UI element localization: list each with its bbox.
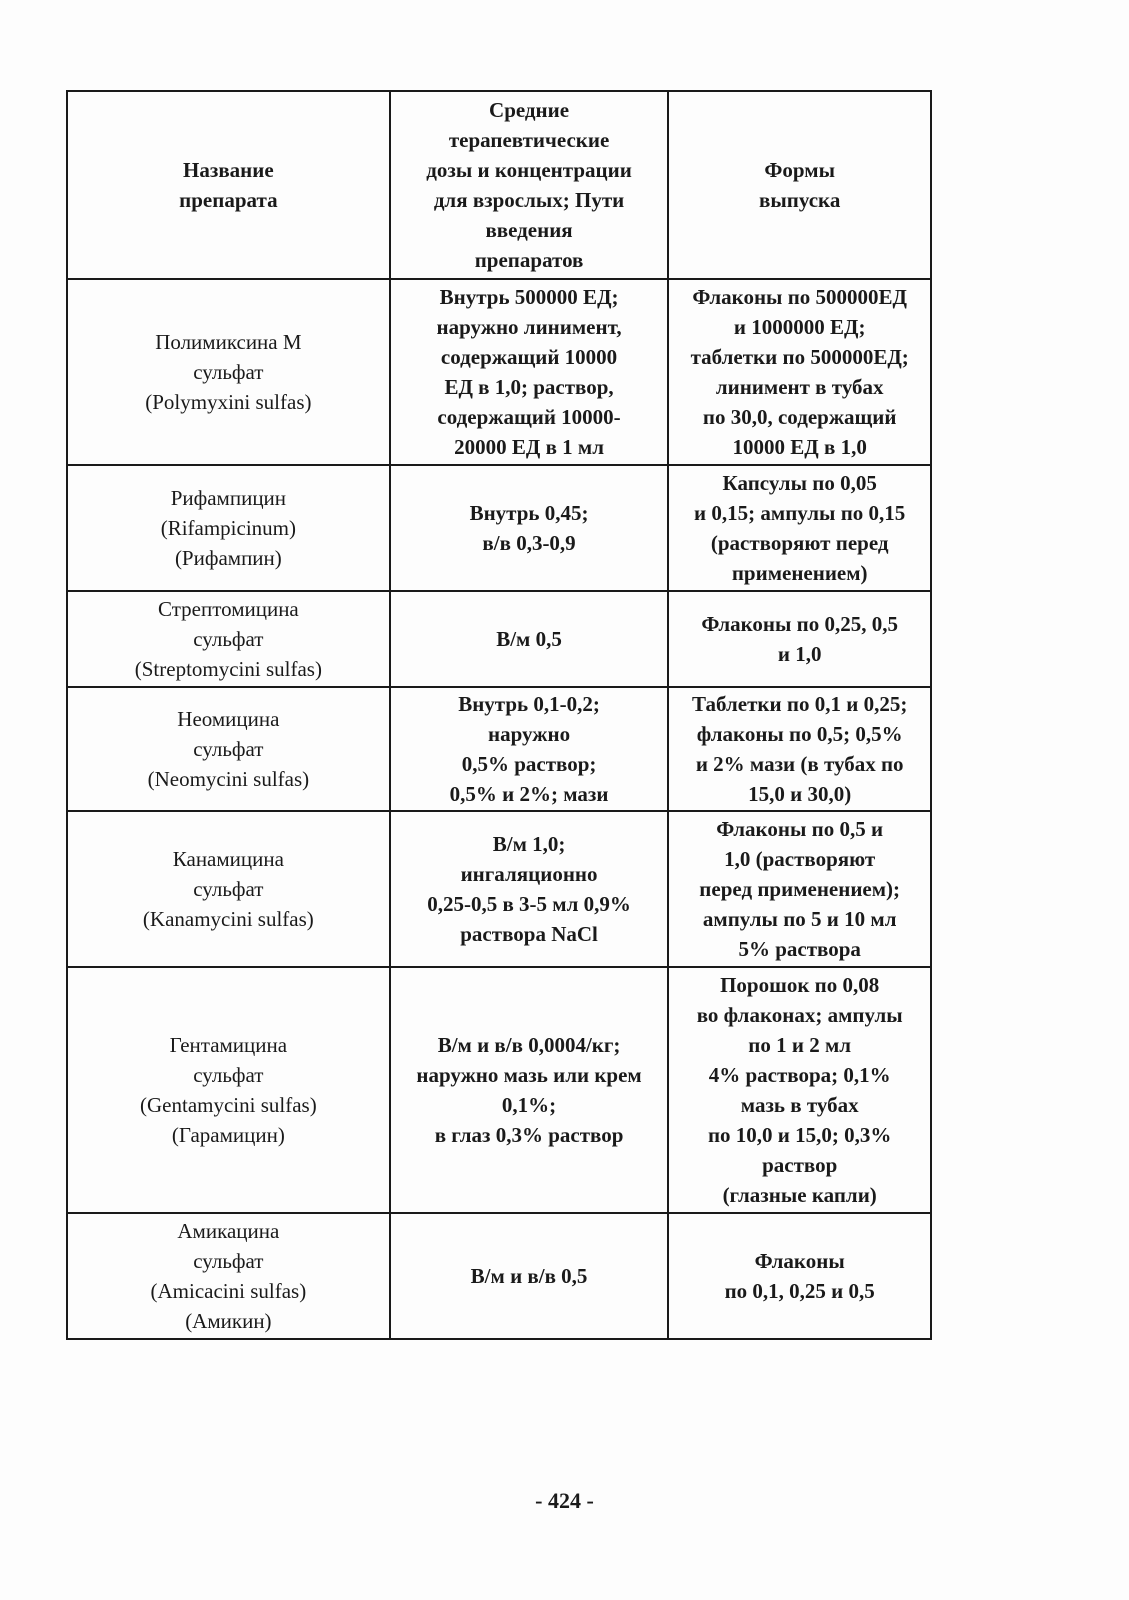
header-drug-name: Название препарата [67,91,390,279]
table-row [67,591,931,687]
drug-name-cell: Амикацина сульфат (Amicacini sulfas) (Амикин) [67,1213,390,1339]
header-release-forms: Формы выпуска [668,91,931,279]
release-forms-cell: Флаконы по 500000ЕД и 1000000 ЕД; таблетки по 500000ЕД; линимент в тубах по 30,0, содержащий 10000 ЕД в 1,0 [668,279,931,465]
dosage-cell: В/м и в/в 0,0004/кг; наружно мазь или крем 0,1%; в глаз 0,3% раствор [390,967,669,1213]
table-row [67,811,931,967]
release-forms-cell: Порошок по 0,08 во флаконах; ампулы по 1 и 2 мл 4% раствора; 0,1% мазь в тубах по 10,0 и 15,0; 0,3% раствор (глазные капли) [668,967,931,1213]
table-header-row [67,91,931,279]
drug-table [66,90,932,1340]
dosage-cell: В/м и в/в 0,5 [390,1213,669,1339]
release-forms-cell: Флаконы по 0,5 и 1,0 (растворяют перед применением); ампулы по 5 и 10 мл 5% раствора [668,811,931,967]
dosage-cell: В/м 0,5 [390,591,669,687]
table-row [67,967,931,1213]
dosage-cell: Внутрь 0,1-0,2; наружно 0,5% раствор; 0,5% и 2%; мази [390,687,669,811]
release-forms-cell: Флаконы по 0,1, 0,25 и 0,5 [668,1213,931,1339]
dosage-cell: В/м 1,0; ингаляционно 0,25-0,5 в 3-5 мл 0,9% раствора NaCl [390,811,669,967]
header-dosage: Средние терапевтические дозы и концентрации для взрослых; Пути введения препаратов [390,91,669,279]
drug-name-cell: Гентамицина сульфат (Gentamycini sulfas) (Гарамицин) [67,967,390,1213]
release-forms-cell: Капсулы по 0,05 и 0,15; ампулы по 0,15 (растворяют перед применением) [668,465,931,591]
drug-name-cell: Рифампицин (Rifampicinum) (Рифампин) [67,465,390,591]
release-forms-cell: Флаконы по 0,25, 0,5 и 1,0 [668,591,931,687]
drug-name-cell: Полимиксина М сульфат (Polymyxini sulfas) [67,279,390,465]
page-number: - 424 - [535,1488,594,1513]
table-row [67,687,931,811]
drug-name-cell: Стрептомицина сульфат (Streptomycini sulfas) [67,591,390,687]
drug-name-cell: Канамицина сульфат (Kanamycini sulfas) [67,811,390,967]
dosage-cell: Внутрь 500000 ЕД; наружно линимент, содержащий 10000 ЕД в 1,0; раствор, содержащий 10000- 20000 ЕД в 1 мл [390,279,669,465]
table-row [67,279,931,465]
table-row [67,1213,931,1339]
table-row [67,465,931,591]
dosage-cell: Внутрь 0,45; в/в 0,3-0,9 [390,465,669,591]
release-forms-cell: Таблетки по 0,1 и 0,25; флаконы по 0,5; 0,5% и 2% мази (в тубах по 15,0 и 30,0) [668,687,931,811]
drug-name-cell: Неомицина сульфат (Neomycini sulfas) [67,687,390,811]
